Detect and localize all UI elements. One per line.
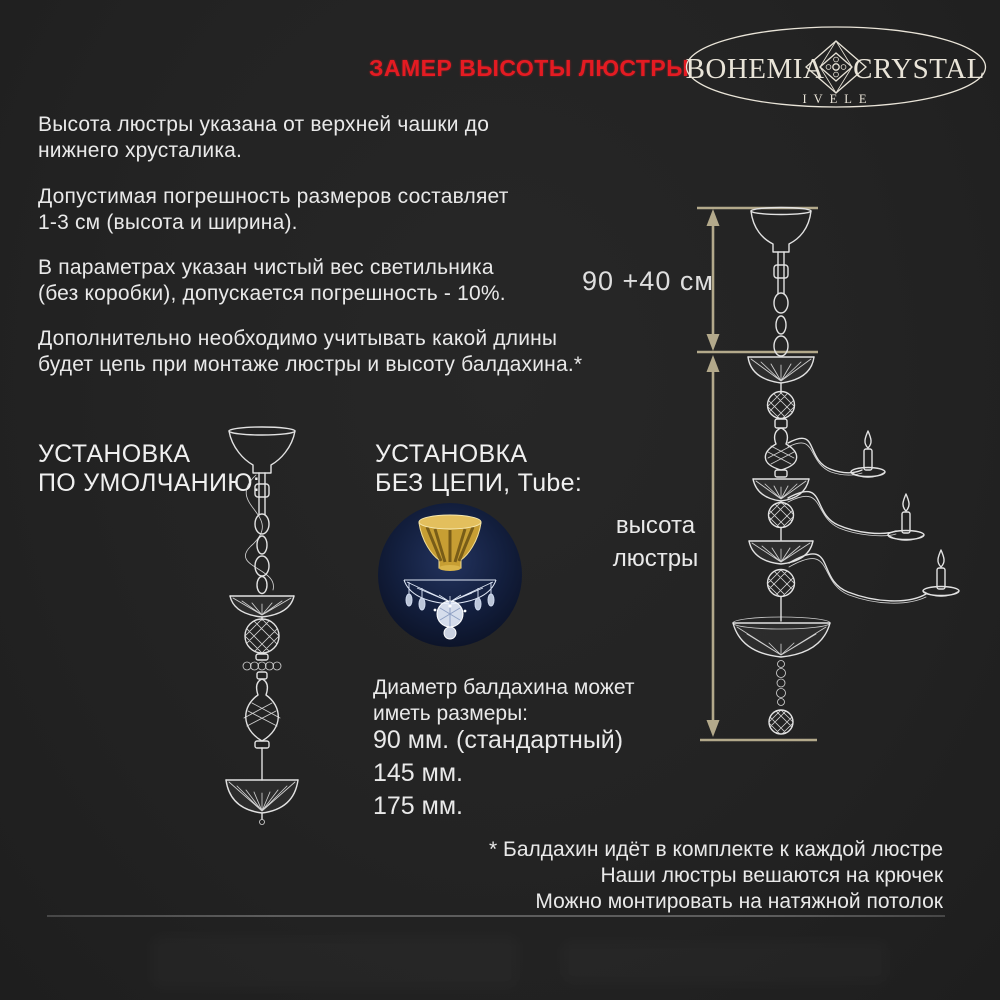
canopy-size-option: 90 мм. (стандартный)	[373, 726, 624, 754]
faint-watermark	[150, 935, 520, 990]
tube-mount-photo	[377, 502, 523, 648]
intro-paragraph-2	[38, 184, 509, 235]
logo-text-bohemia: BOHEMIA	[685, 53, 825, 85]
section-title-line: УСТАНОВКА	[38, 440, 191, 468]
canopy-size-option: 175 мм.	[373, 792, 463, 820]
logo-text-ivele: IVELE	[802, 92, 874, 106]
footnote-line: * Балдахин идёт в комплекте к каждой люстре	[489, 838, 943, 861]
canopy-size-option: 145 мм.	[373, 759, 463, 787]
intro-paragraph-4	[38, 326, 582, 377]
logo-text-crystal: CRYSTAL	[853, 53, 985, 85]
intro-line: (без коробки), допускается погрешность - 10%.	[38, 281, 506, 305]
chandelier-stem-drawing	[733, 357, 830, 734]
chandelier-measure-diagram	[685, 195, 1000, 755]
chain-measure-label: 90 +40 см	[582, 266, 714, 296]
canopy-intro-line: иметь размеры:	[373, 702, 529, 725]
measurement-lines	[697, 208, 818, 740]
intro-line: В параметрах указан чистый вес светильника	[38, 256, 494, 279]
faint-watermark	[560, 940, 890, 985]
intro-line: нижнего хрусталика.	[38, 138, 243, 162]
footnote-line: Наши люстры вешаются на крючек	[600, 864, 943, 887]
brand-logo	[683, 24, 990, 110]
canopy-size-options	[373, 724, 623, 823]
intro-paragraph-3	[38, 255, 506, 306]
intro-line: 1-3 см (высота и ширина).	[38, 210, 298, 234]
canopy-and-chain-drawing	[751, 208, 811, 357]
section-title-line: УСТАНОВКА	[375, 440, 528, 468]
height-label-line: люстры	[612, 545, 699, 572]
footnote-line: Можно монтировать на натяжной потолок	[535, 890, 943, 913]
chandelier-arms-drawing	[788, 431, 959, 603]
section-title-tube-install	[375, 440, 582, 498]
intro-line: Дополнительно необходимо учитывать какой длины	[38, 327, 558, 350]
default-install-drawing	[185, 420, 345, 840]
intro-line: Высота люстры указана от верхней чашки до	[38, 113, 490, 136]
intro-paragraph-1	[38, 112, 489, 163]
canopy-intro-line: Диаметр балдахина может	[373, 676, 635, 699]
intro-line: будет цепь при монтаже люстры и высоту балдахина.*	[38, 352, 583, 376]
intro-line: Допустимая погрешность размеров составляет	[38, 185, 509, 208]
page-title: ЗАМЕР ВЫСОТЫ ЛЮСТРЫ	[369, 55, 690, 81]
section-title-line: ПО УМОЛЧАНИЮ:	[38, 469, 261, 497]
footnotes	[489, 837, 943, 915]
bottom-divider	[47, 915, 945, 917]
canopy-diameter-text	[373, 675, 634, 727]
height-label-line: высота	[615, 512, 696, 539]
section-title-line: БЕЗ ЦЕПИ, Tube:	[375, 469, 583, 497]
